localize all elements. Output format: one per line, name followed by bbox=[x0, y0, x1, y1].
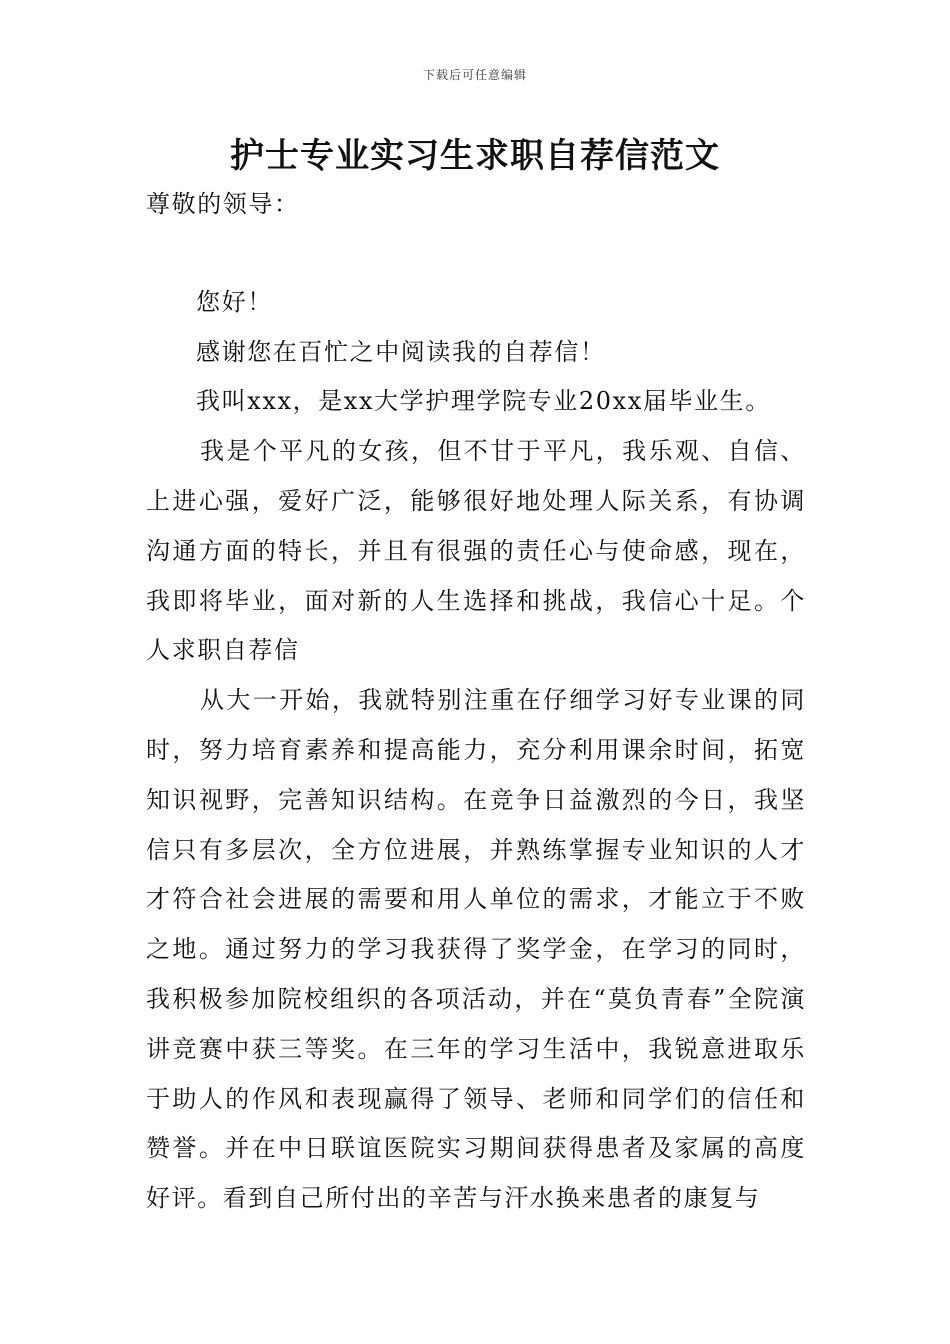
letter-body bbox=[146, 180, 806, 1224]
document-title: 护士专业实习生求职自荐信范文 bbox=[230, 136, 720, 176]
header-note: 下载后可任意编辑 bbox=[422, 68, 527, 82]
introduction-paragraph: 我叫xxx，是xx大学护理学院专业20xx届毕业生。 bbox=[196, 387, 771, 416]
study-paragraph: 从大一开始，我就特别注重在仔细学习好专业课的同时，努力培育素养和提高能力，充分利用课余时间，拓宽知识视野，完善知识结构。在竞争日益激烈的今日，我坚信只有多层次，全方位进展，并熟练掌握专业知识的人才才符合社会进展的需要和用人单位的需求，才能立于不败之地。通过努力的学习我获得了奖学金，在学习的同时，我积极参加院校组织的各项活动，并在“莫负青春”全院演讲竞赛中获三等奖。在三年的学习生活中，我锐意进取乐于助人的作风和表现赢得了领导、老师和同学们的信任和赞誉。并在中日联谊医院实习期间获得患者及家属的高度好评。看到自己所付出的辛苦与汗水换来患者的康复与 bbox=[146, 686, 806, 1213]
salutation: 尊敬的领导： bbox=[146, 190, 300, 218]
personality-paragraph: 我是个平凡的女孩，但不甘于平凡，我乐观、自信、上进心强，爱好广泛，能够很好地处理人际关系，有协调沟通方面的特长，并且有很强的责任心与使命感，现在，我即将毕业，面对新的人生选择和挑战，我信心十足。个人求职自荐信 bbox=[146, 437, 806, 665]
greeting-paragraph: 您好！ bbox=[196, 287, 273, 316]
thanks-paragraph: 感谢您在百忙之中阅读我的自荐信！ bbox=[196, 337, 606, 366]
